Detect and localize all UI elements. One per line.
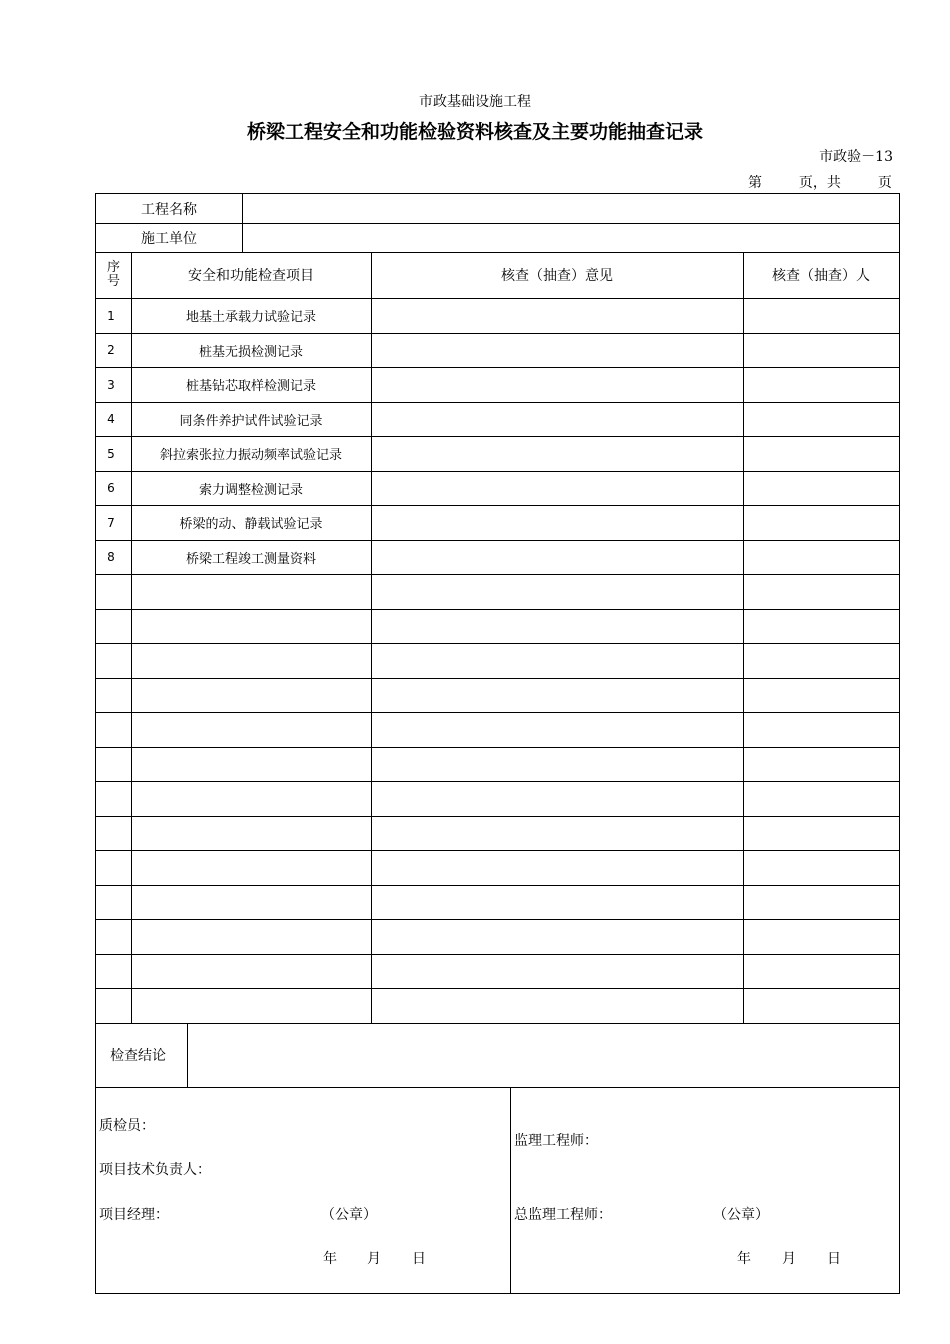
date-left-year: 年 — [323, 1251, 337, 1267]
qc-label: 质检员： — [99, 1118, 155, 1134]
document-title: 桥梁工程安全和功能检验资料核查及主要功能抽查记录 — [246, 121, 703, 143]
date-right-year: 年 — [737, 1251, 751, 1267]
row-8-item: 桥梁工程竣工测量资料 — [185, 551, 316, 567]
row-1-no: 1 — [107, 308, 115, 323]
row-4-item: 同条件养护试件试验记录 — [179, 413, 323, 429]
record-table — [95, 193, 900, 1294]
project-name-value[interactable] — [248, 194, 888, 223]
row-4-no: 4 — [107, 412, 115, 426]
project-name-label: 工程名称 — [141, 201, 197, 218]
row-7-no: 7 — [107, 515, 115, 530]
contractor-label: 施工单位 — [141, 230, 197, 247]
conclusion-value[interactable] — [196, 1023, 896, 1087]
row-2-no: 2 — [107, 343, 115, 357]
supervisor-label: 监理工程师： — [514, 1133, 598, 1149]
date-right-month: 月 — [782, 1251, 796, 1267]
chief-supervisor-label: 总监理工程师： — [514, 1207, 612, 1223]
row-1-item: 地基土承载力试验记录 — [185, 310, 316, 325]
column-header-seq: 序号 — [106, 260, 120, 289]
page-info — [748, 172, 892, 192]
row-8-no: 8 — [107, 550, 115, 564]
seal-left: （公章） — [321, 1207, 377, 1223]
tech-lead-label: 项目技术负责人： — [99, 1162, 211, 1178]
form-number: 市政验－13 — [819, 149, 893, 165]
row-7-item: 桥梁的动、静载试验记录 — [179, 517, 323, 532]
document-subtitle: 市政基础设施工程 — [419, 94, 531, 110]
contractor-value[interactable] — [248, 223, 888, 252]
conclusion-label: 检查结论 — [110, 1048, 166, 1064]
column-header-person: 核查（抽查）人 — [772, 268, 870, 284]
row-6-item: 索力调整检测记录 — [198, 482, 303, 498]
date-right-day: 日 — [827, 1251, 841, 1267]
page-label-1: 第 — [748, 175, 762, 191]
row-3-item: 桩基钻芯取样检测记录 — [185, 379, 316, 394]
page-label-2: 页，共 — [798, 175, 841, 191]
row-6-no: 6 — [107, 481, 115, 495]
row-5-item: 斜拉索张拉力振动频率试验记录 — [159, 448, 342, 463]
page-label-3: 页 — [877, 175, 892, 191]
column-header-opinion: 核查（抽查）意见 — [501, 268, 613, 284]
row-2-item: 桩基无损检测记录 — [198, 344, 303, 360]
row-3-no: 3 — [107, 377, 115, 392]
date-left-month: 月 — [367, 1251, 381, 1267]
row-5-no: 5 — [107, 446, 115, 461]
date-left-day: 日 — [412, 1251, 426, 1267]
seal-right: （公章） — [713, 1207, 769, 1223]
column-header-item: 安全和功能检查项目 — [188, 268, 314, 284]
pm-label: 项目经理： — [99, 1207, 169, 1223]
